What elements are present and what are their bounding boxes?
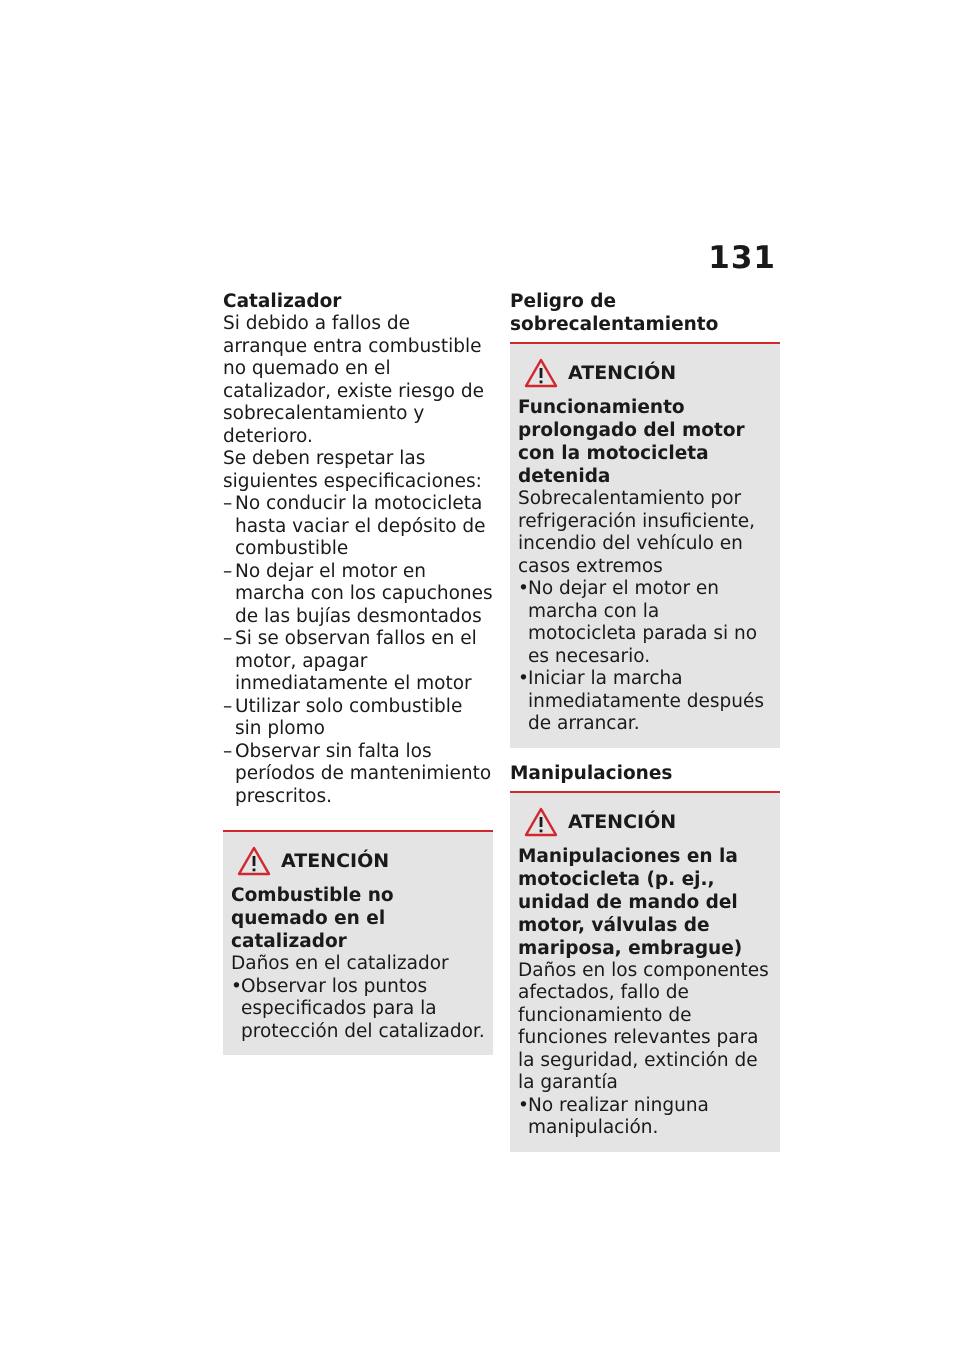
warning-text: Sobrecalentamiento por refrigeración insuficiente, incendio del vehículo en casos extremos: [518, 488, 755, 577]
warning-bullets: [518, 578, 772, 736]
list-item: •Iniciar la marcha inmediatamente después de arrancar.: [518, 668, 764, 734]
warning-title: ATENCIÓN: [568, 810, 677, 833]
manipulations-heading: Manipulaciones: [510, 762, 673, 784]
overheating-heading: Peligro de sobrecalentamiento: [510, 291, 719, 335]
warning-subtitle: Funcionamiento prolongado del motor con la motocicleta detenida: [518, 397, 745, 487]
warning-box-manipulations: [510, 791, 780, 1152]
list-item: – Si se observan fallos en el motor, apagar inmediatamente el motor: [223, 628, 477, 694]
left-column: [223, 290, 493, 1055]
warning-triangle-icon: [524, 807, 558, 837]
warning-title: ATENCIÓN: [281, 850, 390, 872]
right-column: [510, 290, 780, 1152]
warning-triangle-icon: [524, 358, 558, 388]
list-item: – No dejar el motor en marcha con los capuchones de las bujías desmontados: [223, 560, 493, 627]
catalizador-paragraph: Si debido a fallos de arranque entra combustible no quemado en el catalizador, existe riesgo de sobrecalentamiento y deterioro.: [223, 313, 484, 447]
warning-header: [231, 846, 485, 876]
list-item: •No realizar ninguna manipulación.: [518, 1094, 709, 1138]
list-item: – Utilizar solo combustible sin plomo: [223, 695, 463, 739]
warning-box-catalizador: [223, 830, 493, 1055]
specifications-intro: Se deben respetar las siguientes especificaciones:: [223, 448, 482, 492]
warning-header: [518, 807, 772, 837]
warning-subtitle: Combustible no quemado en el catalizador: [231, 885, 394, 952]
warning-bullets: [231, 976, 485, 1044]
list-item: – Observar sin falta los períodos de mantenimiento prescritos.: [223, 740, 492, 807]
warning-triangle-icon: [237, 846, 271, 876]
warning-text: Daños en los componentes afectados, fallo de funcionamiento de funciones relevantes para la seguridad, extinción de la garantía: [518, 959, 769, 1093]
warning-box-overheating: [510, 342, 780, 748]
warning-bullets: [518, 1095, 772, 1140]
list-item: – No conducir la motocicleta hasta vaciar el depósito de combustible: [223, 493, 486, 559]
warning-title: ATENCIÓN: [568, 362, 677, 384]
warning-subtitle: Manipulaciones en la motocicleta (p. ej., unidad de mando del motor, válvulas de mariposa, embrague): [518, 845, 743, 959]
list-item: •No dejar el motor en marcha con la motocicleta parada si no es necesario.: [518, 578, 758, 667]
catalizador-heading: Catalizador: [223, 291, 342, 312]
specifications-list: [223, 493, 493, 808]
page-number: 131: [708, 240, 776, 276]
warning-header: [518, 358, 772, 388]
list-item: •Observar los puntos especificados para la protección del catalizador.: [231, 975, 485, 1042]
warning-text: Daños en el catalizador: [231, 953, 449, 974]
